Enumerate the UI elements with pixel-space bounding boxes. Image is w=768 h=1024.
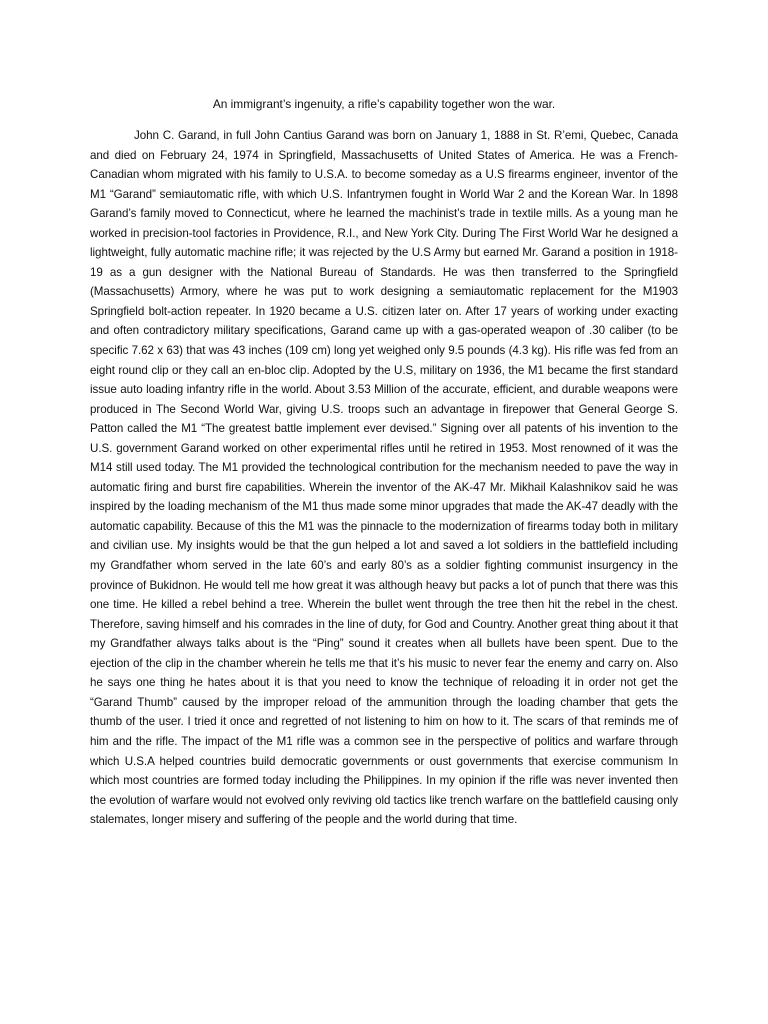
document-title: An immigrant’s ingenuity, a rifle’s capability together won the war. xyxy=(212,97,556,111)
document-body-paragraph: John C. Garand, in full John Cantius Garand was born on January 1, 1888 in St. R’emi, Quebec, Canada and died on February 24, 1974 in Springfield, Massachusetts of United States of America. He was a French-Canadian whom migrated with his family to U.S.A. to become someday as a U.S firearms engineer, inventor of the M1 “Garand” semiautomatic rifle, with which U.S. Infantrymen fought in World War 2 and the Korean War. In 1898 Garand’s family moved to Connecticut, where he learned the machinist’s trade in textile mills. As a young man he worked in precision-tool factories in Providence, R.I., and New York City. During The First World War he designed a lightweight, fully automatic machine rifle; it was rejected by the U.S Army but earned Mr. Garand a position in 1918-19 as a gun designer with the National Bureau of Standards. He was then transferred to the Springfield (Massachusetts) Armory, where he was put to work designing a semiautomatic replacement for the M1903 Springfield bolt-action repeater. In 1920 became a U.S. citizen later on. After 17 years of working under exacting and often contradictory military specifications, Garand came up with a gas-operated weapon of .30 caliber (to be specific 7.62 x 63) that was 43 inches (109 cm) long yet weighed only 9.5 pounds (4.3 kg). His rifle was fed from an eight round clip or they call an en-bloc clip. Adopted by the U.S, military on 1936, the M1 became the first standard issue auto loading infantry rifle in the world. About 3.53 Million of the accurate, efficient, and durable weapons were produced in The Second World War, giving U.S. troops such an advantage in firepower that General George S. Patton called the M1 “The greatest battle implement ever devised.” Signing over all patents of his invention to the U.S. government Garand worked on other experimental rifles until he retired in 1953. Most renowned of it was the M14 still used today. The M1 provided the technological contribution for the mechanism needed to pave the way in automatic firing and burst fire capabilities. Wherein the inventor of the AK-47 Mr. Mikhail Kalashnikov said he was inspired by the loading mechanism of the M1 thus made some minor upgrades that made the AK-47 deadly with the automatic capability. Because of this the M1 was the pinnacle to the modernization of firearms today both in military and civilian use. My insights would be that the gun helped a lot and saved a lot soldiers in the battlefield including my Grandfather whom served in the late 60’s and early 80’s as a soldier fighting communist insurgency in the province of Bukidnon. He would tell me how great it was although heavy but packs a lot of punch that there was this one time. He killed a rebel behind a tree. Wherein the bullet went through the tree then hit the rebel in the chest. Therefore, saving himself and his comrades in the line of duty, for God and Country. Another great thing about it that my Grandfather always talks about is the “Ping” sound it creates when all bullets have been spent. Due to the ejection of the clip in the chamber wherein he tells me that it’s his music to never fear the enemy and carry on. Also he says one thing he hates about it is that you need to know the technique of reloading it in order not get the “Garand Thumb” caused by the improper reload of the ammunition through the loading chamber that gets the thumb of the user. I tried it once and regretted of not listening to him on how to it. The scars of that reminds me of him and the rifle. The impact of the M1 rifle was a common see in the perspective of politics and warfare through which U.S.A helped countries build democratic governments or oust governments that exercise communism In which most countries are formed today including the Philippines. In my opinion if the rifle was never invented then the evolution of warfare would not evolved only reviving old tactics like trench warfare on the battlefield causing only stalemates, longer misery and suffering of the people and the world during that time. xyxy=(90,129,678,827)
